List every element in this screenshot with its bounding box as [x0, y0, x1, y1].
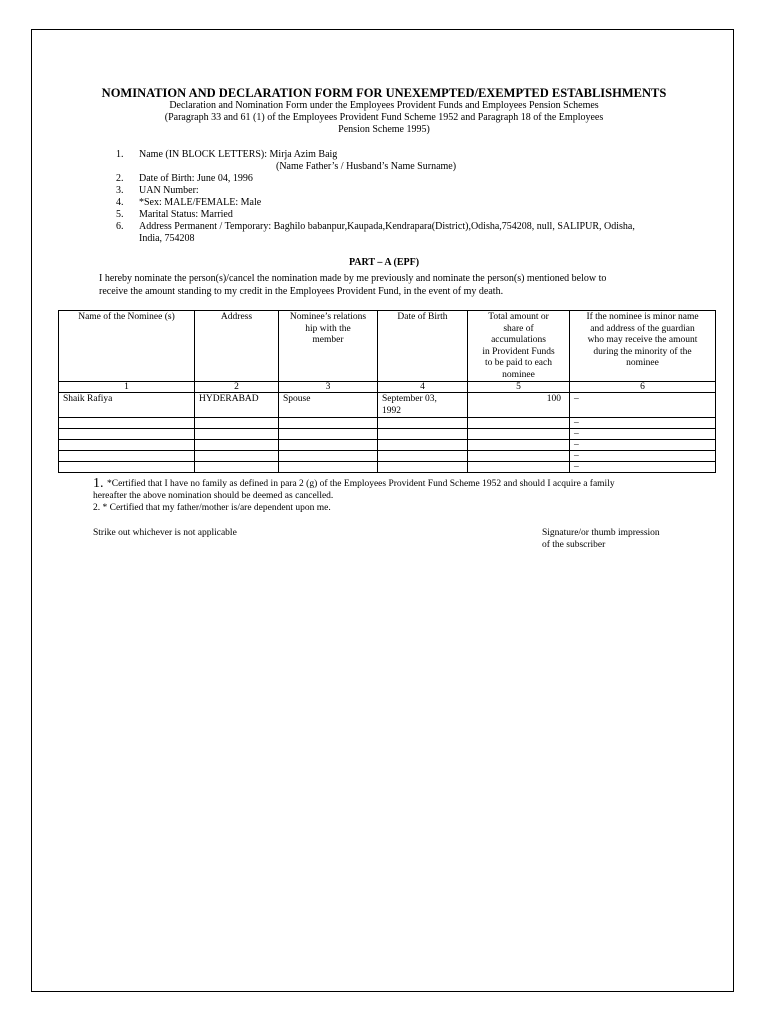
- column-number: 4: [378, 382, 468, 393]
- nominee-guardian-cell: –: [570, 451, 716, 462]
- nominee-dob-line2: 1992: [382, 405, 401, 416]
- nominee-relationship-cell: Spouse: [279, 393, 378, 418]
- form-title: NOMINATION AND DECLARATION FORM FOR UNEXEMPTED/EXEMPTED ESTABLISHMENTS: [101, 86, 667, 100]
- nominee-dob-cell: [378, 393, 468, 418]
- header-guardian: If the nominee is minor name and address of the guardian who may receive the amount during the minority of the nominee: [570, 311, 716, 382]
- column-number: 6: [570, 382, 716, 393]
- header-total-amount: Total amount or share of accumulations in Provident Funds to be paid to each nominee: [468, 311, 570, 382]
- nominee-address-cell: HYDERABAD: [195, 393, 279, 418]
- detail-name: Name (IN BLOCK LETTERS): Mirja Azim Baig: [139, 149, 338, 160]
- signature-label-cont: of the subscriber: [542, 540, 606, 550]
- intro-line-2: receive the amount standing to my credit in the Employees Provident Fund, in the event of my death.: [99, 286, 504, 297]
- detail-date-of-birth: Date of Birth: June 04, 1996: [139, 173, 253, 184]
- nominee-dob-line1: September 03,: [382, 394, 437, 404]
- detail-uan: UAN Number:: [139, 185, 199, 196]
- intro-line-1: I hereby nominate the person(s)/cancel the nomination made by me previously and nominate the person(s) mentioned below to: [99, 273, 607, 284]
- detail-name-caption: (Name Father’s / Husband’s Name Surname): [276, 161, 457, 172]
- nominee-guardian-cell: –: [570, 418, 716, 429]
- subtitle-line-3: Pension Scheme 1995): [338, 124, 430, 135]
- detail-number: 2.: [116, 173, 124, 184]
- certificate-number: 1.: [93, 476, 104, 491]
- table-row: [59, 393, 716, 418]
- detail-address-cont: India, 754208: [139, 233, 195, 244]
- header-address: Address: [195, 311, 279, 382]
- table-row: [59, 440, 716, 451]
- signature-label: Signature/or thumb impression: [542, 528, 660, 538]
- nominee-guardian-cell: –: [570, 429, 716, 440]
- subtitle-line-1: Declaration and Nomination Form under the Employees Provident Funds and Employees Pension Schemes: [169, 100, 599, 111]
- certificate-1-cont: hereafter the above nomination should be deemed as cancelled.: [93, 491, 334, 501]
- column-number: 5: [468, 382, 570, 393]
- detail-number: 4.: [116, 197, 124, 208]
- nominee-guardian-cell: –: [570, 393, 716, 418]
- column-number-row: [59, 382, 716, 393]
- certificate-2: 2. * Certified that my father/mother is/are dependent upon me.: [93, 503, 331, 513]
- header-date-of-birth: Date of Birth: [378, 311, 468, 382]
- certificate-1: *Certified that I have no family as defined in para 2 (g) of the Employees Provident Fund Scheme 1952 and should I acquire a family: [107, 479, 615, 489]
- nominee-table: [58, 310, 716, 473]
- detail-number: 6.: [116, 221, 124, 232]
- header-relationship: Nominee’s relations hip with the member: [279, 311, 378, 382]
- nominee-guardian-cell: –: [570, 462, 716, 473]
- table-row: [59, 462, 716, 473]
- column-number: 2: [195, 382, 279, 393]
- table-header-row: [59, 311, 716, 382]
- detail-number: 5.: [116, 209, 124, 220]
- nominee-guardian-cell: –: [570, 440, 716, 451]
- detail-marital-status: Marital Status: Married: [139, 209, 233, 220]
- strike-out-note: Strike out whichever is not applicable: [93, 528, 237, 538]
- part-a-heading: PART – A (EPF): [348, 257, 420, 268]
- table-row: [59, 418, 716, 429]
- table-row: [59, 451, 716, 462]
- detail-address: Address Permanent / Temporary: Baghilo babanpur,Kaupada,Kendrapara(District),Odisha,754208, null, SALIPUR, Odisha,: [139, 221, 635, 232]
- subtitle-line-2: (Paragraph 33 and 61 (1) of the Employees Provident Fund Scheme 1952 and Paragraph 18 of the Employees: [164, 112, 604, 123]
- nominee-amount-cell: 100: [468, 393, 570, 418]
- table-row: [59, 429, 716, 440]
- nominee-name-cell: Shaik Rafiya: [59, 393, 195, 418]
- detail-number: 3.: [116, 185, 124, 196]
- column-number: 1: [59, 382, 195, 393]
- detail-number: 1.: [116, 149, 124, 160]
- detail-sex: *Sex: MALE/FEMALE: Male: [139, 197, 262, 208]
- header-nominee-name: Name of the Nominee (s): [59, 311, 195, 382]
- column-number: 3: [279, 382, 378, 393]
